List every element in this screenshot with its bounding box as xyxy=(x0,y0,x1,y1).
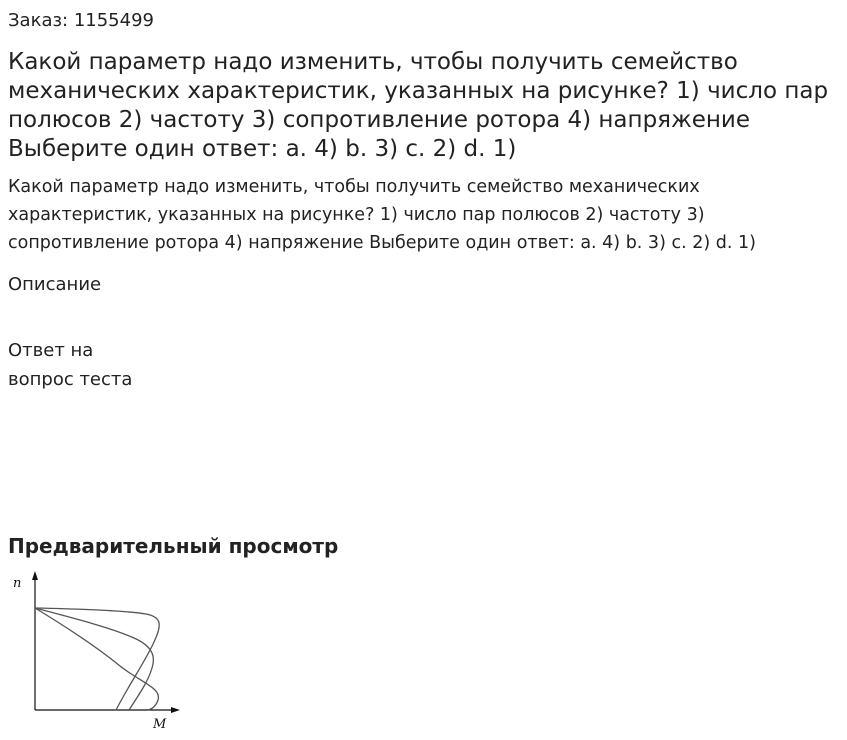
question-body: Какой параметр надо изменить, чтобы получить семейство механических характеристик, указанных на рисунке? 1) число пар полюсов 2) частоту 3) сопротивление ротора 4) напряжение Выберите один ответ: a. 4) b. 3) c. 2) d. 1) xyxy=(8,177,756,253)
y-axis-label: n xyxy=(13,576,22,591)
characteristic-curve-3 xyxy=(35,608,158,710)
answer-label: Ответ на вопрос теста xyxy=(8,340,133,390)
preview-title: Предварительный просмотр xyxy=(8,534,339,558)
mechanical-characteristics-figure xyxy=(8,568,188,738)
description-label: Описание xyxy=(8,274,102,295)
x-axis-arrow xyxy=(171,707,180,713)
characteristic-curve-1 xyxy=(35,608,159,710)
x-axis-label: M xyxy=(153,717,167,732)
characteristic-curve-2 xyxy=(35,608,153,710)
order-number: Заказ: 1155499 xyxy=(8,10,154,31)
question-heading: Какой параметр надо изменить, чтобы получить семейство механических характеристик, указанных на рисунке? 1) число пар полюсов 2) частоту 3) сопротивление ротора 4) напряжение Выберите один ответ: a. 4) b. 3) c. 2) d. 1) xyxy=(8,49,829,162)
y-axis-arrow xyxy=(32,571,38,580)
